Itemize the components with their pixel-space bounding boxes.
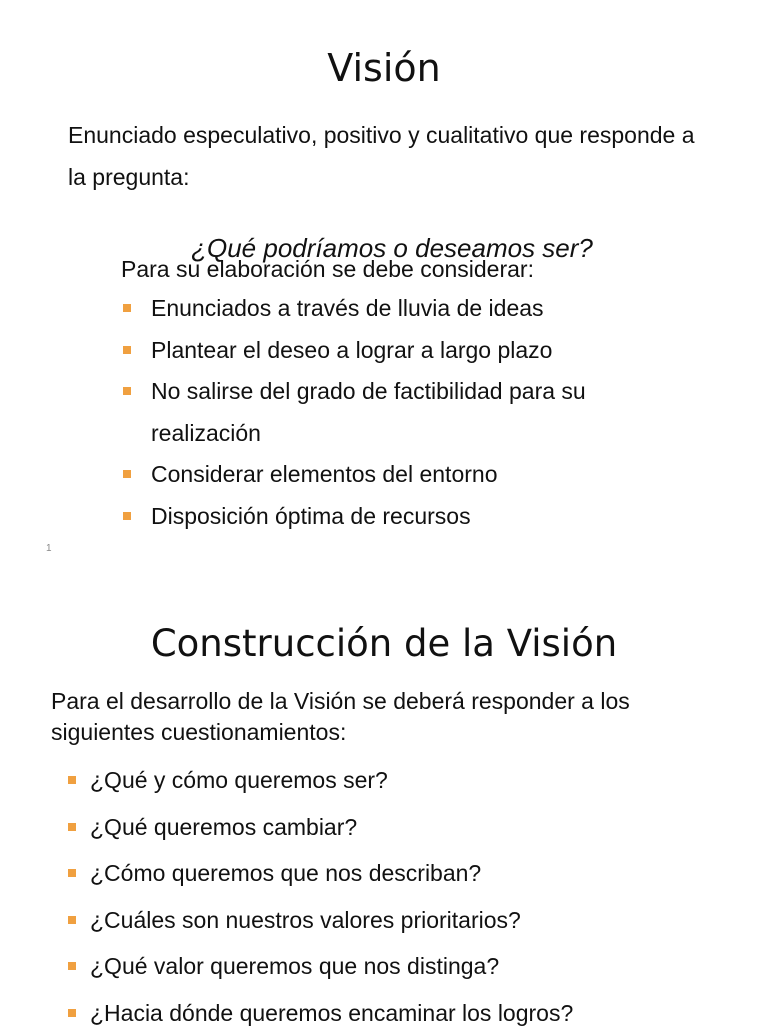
slide1-intro-text: Enunciado especulativo, positivo y cualitativo que responde a la pregunta:	[68, 114, 708, 198]
square-bullet-icon	[68, 776, 76, 784]
list-item-text: Considerar elementos del entorno	[151, 461, 497, 487]
list-item-text: ¿Cuáles son nuestros valores prioritarios?	[90, 907, 521, 933]
list-item-text: Plantear el deseo a lograr a largo plazo	[151, 337, 552, 363]
square-bullet-icon	[68, 823, 76, 831]
list-item-text: ¿Qué valor queremos que nos distinga?	[90, 953, 499, 979]
list-item	[68, 943, 708, 990]
slide2-title: Construcción de la Visión	[0, 622, 768, 665]
list-item	[68, 757, 708, 804]
list-item-text: Disposición óptima de recursos	[151, 503, 471, 529]
list-item	[121, 496, 681, 538]
page-number: 1	[46, 543, 52, 554]
square-bullet-icon	[123, 346, 131, 354]
square-bullet-icon	[68, 962, 76, 970]
slide1-title: Visión	[0, 46, 768, 90]
list-item-text: Enunciados a través de lluvia de ideas	[151, 295, 544, 321]
list-item-text: ¿Qué queremos cambiar?	[90, 814, 357, 840]
slide1-bullet-list	[121, 288, 681, 537]
square-bullet-icon	[68, 916, 76, 924]
square-bullet-icon	[123, 304, 131, 312]
list-item	[121, 330, 681, 372]
slide2-bullet-list	[68, 757, 708, 1036]
list-item-text: ¿Qué y cómo queremos ser?	[90, 767, 388, 793]
list-item	[121, 371, 681, 454]
square-bullet-icon	[68, 869, 76, 877]
slide2-intro-text: Para el desarrollo de la Visión se deberá responder a los siguientes cuestionamientos:	[51, 686, 731, 748]
square-bullet-icon	[123, 512, 131, 520]
slide1-question: ¿Qué podríamos o deseamos ser?	[0, 228, 768, 268]
list-item	[68, 897, 708, 944]
square-bullet-icon	[68, 1009, 76, 1017]
list-item	[68, 804, 708, 851]
slide1-consider-label: Para su elaboración se debe considerar:	[121, 248, 721, 290]
square-bullet-icon	[123, 387, 131, 395]
list-item	[68, 850, 708, 897]
list-item-text: ¿Hacia dónde queremos encaminar los logros?	[90, 1000, 573, 1026]
list-item	[121, 288, 681, 330]
square-bullet-icon	[123, 470, 131, 478]
list-item-text: ¿Cómo queremos que nos describan?	[90, 860, 481, 886]
list-item	[121, 454, 681, 496]
list-item	[68, 990, 708, 1036]
list-item-text: No salirse del grado de factibilidad para su realización	[151, 378, 586, 446]
